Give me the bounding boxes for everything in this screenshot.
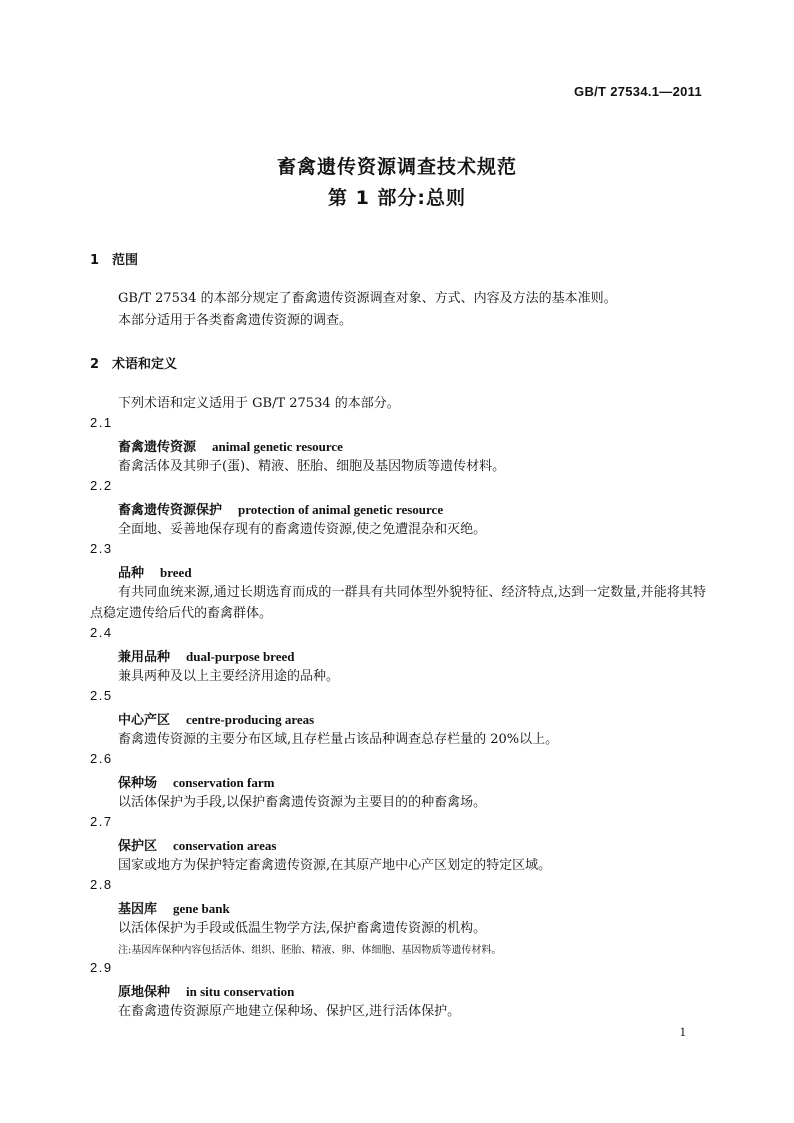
term-zh: 品种 (118, 566, 145, 581)
term-en: protection of animal genetic resource (238, 502, 444, 517)
section-title: 范围 (112, 253, 139, 268)
term-zh: 中心产区 (118, 713, 171, 728)
term-heading (118, 898, 230, 917)
term-zh: 基因库 (118, 902, 158, 917)
term-definition: 畜禽遗传资源的主要分布区域,且存栏量占该品种调查总存栏量的 20%以上。 (118, 732, 559, 747)
standard-code: GB/T 27534.1—2011 (574, 84, 702, 99)
section-number: 2 (90, 357, 100, 372)
term-heading (118, 436, 343, 455)
paragraph: GB/T 27534 的本部分规定了畜禽遗传资源调查对象、方式、内容及方法的基本准则。 (118, 291, 617, 306)
term-heading (118, 562, 192, 581)
term-note: 注:基因库保种内容包括活体、组织、胚胎、精液、卵、体细胞、基因物质等遗传材料。 (118, 945, 502, 956)
term-en: conservation farm (173, 775, 275, 790)
term-heading (118, 835, 276, 854)
term-definition: 全面地、妥善地保存现有的畜禽遗传资源,使之免遭混杂和灭绝。 (118, 522, 487, 537)
term-definition: 以活体保护为手段或低温生物学方法,保护畜禽遗传资源的机构。 (118, 921, 487, 936)
term-zh: 兼用品种 (118, 650, 171, 665)
document-subtitle: 第 1 部分:总则 (327, 187, 467, 209)
term-zh: 保护区 (118, 839, 158, 854)
term-number: 2.5 (90, 688, 113, 703)
term-zh: 原地保种 (118, 985, 171, 1000)
page-number: 1 (679, 1024, 686, 1039)
term-number: 2.6 (90, 751, 113, 766)
term-en: dual-purpose breed (186, 649, 295, 664)
term-number: 2.2 (90, 478, 113, 493)
term-definition: 在畜禽遗传资源原产地建立保种场、保护区,进行活体保护。 (118, 1004, 461, 1019)
term-en: in situ conservation (186, 984, 295, 999)
term-number: 2.7 (90, 814, 113, 829)
term-zh: 畜禽遗传资源 (118, 440, 197, 455)
term-heading (118, 772, 274, 791)
term-zh: 保种场 (118, 776, 158, 791)
section-title: 术语和定义 (112, 357, 178, 372)
term-en: conservation areas (173, 838, 277, 853)
term-definition: 兼具两种及以上主要经济用途的品种。 (118, 669, 340, 684)
term-definition: 有共同血统来源,通过长期选育而成的一群具有共同体型外貌特征、经济特点,达到一定数量,并能将其特点稳定遗传给后代的畜禽群体。 (90, 585, 706, 621)
term-zh: 畜禽遗传资源保护 (118, 503, 223, 518)
term-number: 2.3 (90, 541, 113, 556)
term-en: animal genetic resource (212, 439, 343, 454)
term-heading (118, 981, 294, 1000)
section-heading-terms (90, 353, 177, 372)
term-en: breed (160, 565, 192, 580)
section-heading-scope (90, 249, 138, 268)
term-definition: 国家或地方为保护特定畜禽遗传资源,在其原产地中心产区划定的特定区域。 (118, 858, 552, 873)
term-number: 2.4 (90, 625, 113, 640)
paragraph: 本部分适用于各类畜禽遗传资源的调查。 (118, 313, 353, 328)
term-definition: 以活体保护为手段,以保护畜禽遗传资源为主要目的的种畜禽场。 (118, 795, 487, 810)
term-number: 2.8 (90, 877, 113, 892)
document-title: 畜禽遗传资源调查技术规范 (276, 156, 517, 178)
term-heading (118, 709, 314, 728)
term-definition: 畜禽活体及其卵子(蛋)、精液、胚胎、细胞及基因物质等遗传材料。 (118, 459, 506, 474)
term-en: gene bank (173, 901, 230, 916)
paragraph: 下列术语和定义适用于 GB/T 27534 的本部分。 (118, 396, 400, 411)
term-number: 2.1 (90, 415, 113, 430)
term-heading (118, 646, 295, 665)
term-number: 2.9 (90, 960, 113, 975)
term-heading (118, 499, 443, 518)
term-en: centre-producing areas (186, 712, 315, 727)
section-number: 1 (90, 253, 100, 268)
